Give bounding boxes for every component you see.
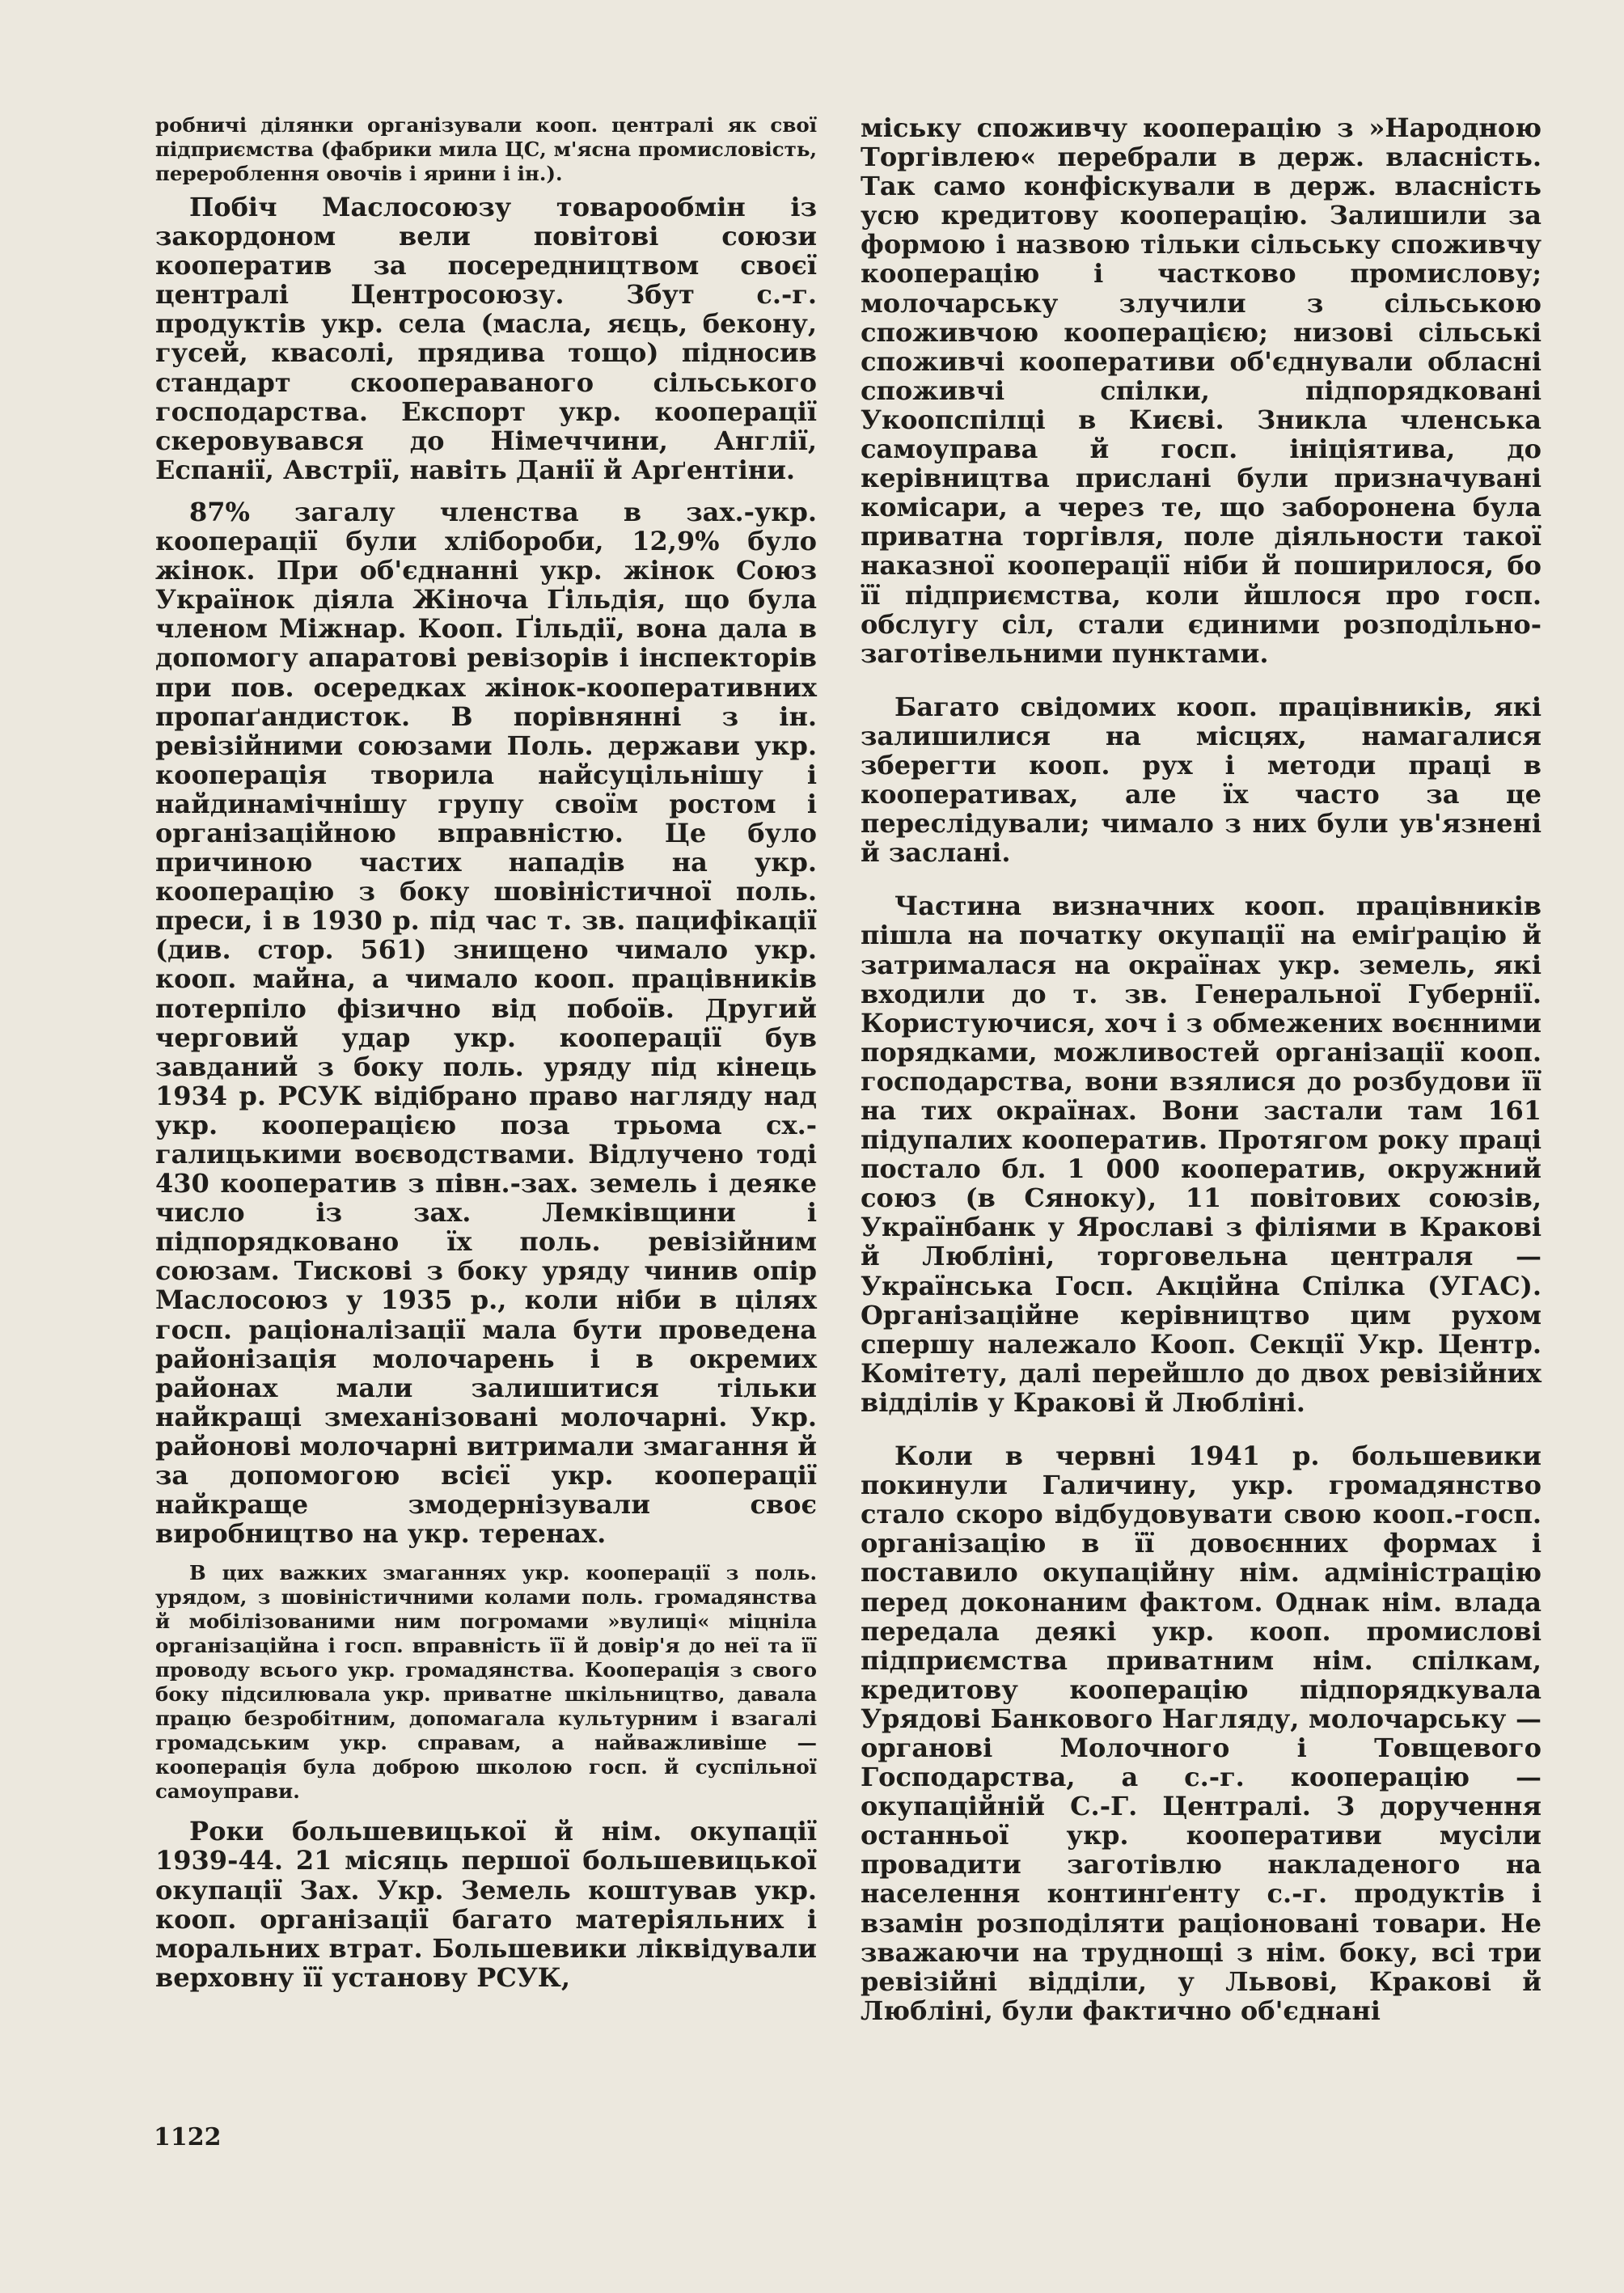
paragraph: Коли в червні 1941 р. большевики покинули Галичину, укр. громадянство стало скоро відбудовувати свою кооп.-госп. організацію в її довоєнних формах і поставило окупаційну нім. адміністрацію перед доконаним фактом. Однак нім. влада передала деякі укр. кооп. промислові підприємства приватним нім. спілкам, кредитову кооперацію підпорядкувала Урядові Банкового Нагляду, молочарську — органові Молочного і Товщевого Господарства, а с.-г. кооперацію — окупаційній С.-Г. Централі. З доручення останньої укр. кооперативи мусіли провадити заготівлю накладеного на населення континґенту с.-г. продуктів і взамін розподіляти раціоновані товари. Не зважаючи на труднощі з нім. боку, всі три ревізійні відділи, у Львові, Кракові й Любліні, були фактично об'єднані bbox=[861, 1441, 1542, 2026]
paragraph: Багато свідомих кооп. працівників, які залишилися на місцях, намагалися зберегти кооп. рух і методи праці в кооперативах, але їх часто за це переслідували; чимало з них були ув'язнені й заслані. bbox=[861, 691, 1542, 869]
paragraph: 87% загалу членства в зах.-укр. кооперації були хлібороби, 12,9% було жінок. При об'єднанні укр. жінок Союз Українок діяла Жіноча Ґільдія, що була членом Міжнар. Кооп. Ґільдії, вона дала в допомогу апаратові ревізорів і інспекторів при пов. осередках жінок-кооперативних пропаґандисток. В порівнянні з ін. ревізійними союзами Поль. держави укр. кооперація творила найсуцільнішу і найдинамічнішу групу своїм ростом і організаційною вправністю. Це було причиною частих нападів на укр. кооперацію з боку шовіністичної поль. преси, і в 1930 р. під час т. зв. пацифікації (див. стор. 561) знищено чимало укр. кооп. майна, а чимало кооп. працівників потерпіло фізично від побоїв. Другий черговий удар укр. кооперації був завданий з боку поль. уряду під кінець 1934 р. РСУК відібрано право нагляду над укр. кооперацією поза трьома сх.-галицькими воєводствами. Відлучено тоді 430 кооператив з півн.-зах. земель і деяке число із зах. Лемківщини і підпорядковано їх поль. ревізійним союзам. Тискові з боку уряду чинив опір Маслосоюз у 1935 р., коли ніби в цілях госп. раціоналізації мала бути проведена районізація молочарень і в окремих районах мали залишитися тільки найкращі змеханізовані молочарні. Укр. районові молочарні витримали змагання й за допомогою всієї укр. кооперації найкраще змодернізували своє виробництво на укр. теренах. bbox=[155, 496, 817, 1550]
paragraph: робничі ділянки організували кооп. централі як свої підприємства (фабрики мила ЦС, м'ясна промисловість, перероблення овочів і ярини і ін.). bbox=[155, 113, 817, 185]
paragraph: міську споживчу кооперацію з »Народною Торгівлею« перебрали в держ. власність. Так само конфіскували в держ. власність усю кредитову кооперацію. Залишили за формою і назвою тільки сільську споживчу кооперацію і частково промислову; молочарську злучили з сільською споживчою кооперацією; низові сільські споживчі кооперативи об'єднували обласні споживчі спілки, підпорядковані Укоопспілці в Києві. Зникла членська самоуправа й госп. ініціятива, до керівництва прислані були призначувані комісари, а через те, що заборонена була приватна торгівля, поле діяльности такої наказної кооперації ніби й поширилося, бо її підприємства, коли йшлося про госп. обслугу сіл, стали єдиними розподільно-заготівельними пунктами. bbox=[861, 112, 1542, 669]
paragraph-text: 21 місяць першої большевицької окупації Зах. Укр. Земель коштував укр. кооп. організації багато матеріяльних і моральних втрат. Большевики ліквідували верховну її установу РСУК, bbox=[155, 1845, 817, 1993]
paragraph: Частина визначних кооп. працівників пішла на початку окупації на еміґрацію й затрималася на окраїнах укр. земель, які входили до т. зв. Генеральної Губернії. Користуючися, хоч і з обмежених воєнними порядками, можливостей організації кооп. господарства, вони взялися до розбудови її на тих окраїнах. Вони застали там 161 підупалих кооператив. Протягом року праці постало бл. 1 000 кооператив, окружний союз (в Сяноку), 11 повітових союзів, Українбанк у Ярославі з філіями в Кракові й Любліні, торговельна централя — Українська Госп. Акційна Спілка (УГАС). Організаційне керівництво цим рухом спершу належало Кооп. Секції Укр. Центр. Комітету, далі перейшло до двох ревізійних відділів у Кракові й Любліні. bbox=[861, 891, 1542, 1418]
page-number: 1122 bbox=[154, 2123, 222, 2151]
left-column bbox=[155, 113, 817, 1992]
paragraph: Побіч Маслосоюзу товарообмін із закордоном вели повітові союзи кооператив за посередництвом своєї централі Центросоюзу. Збут с.-г. продуктів укр. села (масла, яєць, бекону, гусей, квасолі, прядива тощо) підносив стандарт скоопераваного сільського господарства. Експорт укр. кооперації скеровувався до Німеччини, Англії, Еспанії, Австрії, навіть Данії й Арґентіни. bbox=[155, 192, 817, 485]
paragraph: В цих важких змаганнях укр. кооперації з поль. урядом, з шовіністичними колами поль. громадянства й мобілізованими ним погромами »вулиці« міцніла організаційна і госп. вправність її й довір'я до неї та її проводу всього укр. громадянства. Кооперація з свого боку підсилювала укр. приватне шкільництво, давала працю безробітним, допомагала культурним і взагалі громадським укр. справам, а найважливіше — кооперація була доброю школою госп. й суспільної самоуправи. bbox=[155, 1561, 817, 1804]
right-column bbox=[861, 113, 1542, 2025]
paragraph bbox=[155, 1817, 817, 1992]
section-heading: Роки большевицької й нім. окупації 1939-44. bbox=[155, 1816, 817, 1876]
